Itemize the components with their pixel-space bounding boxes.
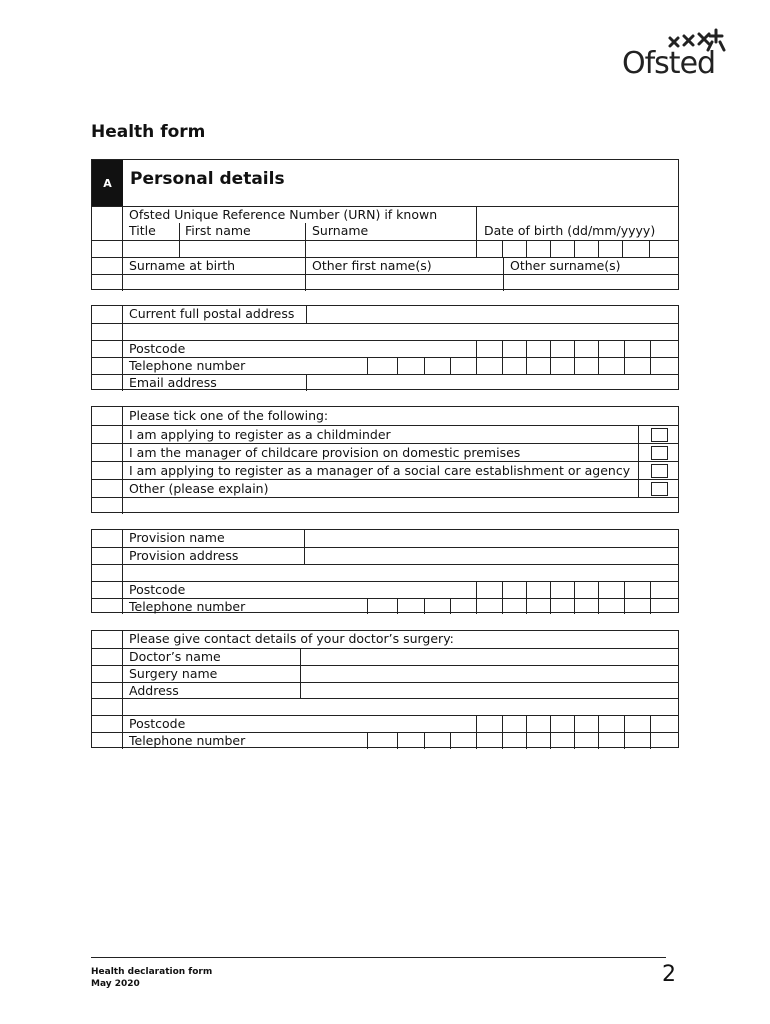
dob-digit[interactable] <box>649 241 650 257</box>
childminder-checkbox[interactable] <box>651 428 668 442</box>
other-first-names-field[interactable] <box>305 275 306 291</box>
other-surnames-label: Other surname(s) <box>510 258 621 273</box>
current-address-field[interactable] <box>306 306 307 323</box>
logo-text: Ofsted <box>622 46 716 81</box>
urn-field[interactable] <box>476 207 477 223</box>
postcode-char[interactable] <box>476 716 477 732</box>
telephone-digit[interactable] <box>424 599 425 614</box>
name-labels-row <box>92 223 678 240</box>
option-label: I am applying to register as a manager of a social care establishment or agency <box>129 463 631 478</box>
postcode-char[interactable] <box>650 716 651 732</box>
telephone-digit[interactable] <box>550 599 551 614</box>
telephone-digit[interactable] <box>397 358 398 374</box>
surgery-name-label: Surgery name <box>129 666 218 681</box>
surgery-name-field[interactable] <box>300 666 301 682</box>
surgery-address-field[interactable] <box>300 683 301 698</box>
telephone-digit[interactable] <box>574 358 575 374</box>
provision-name-label: Provision name <box>129 530 225 545</box>
telephone-digit[interactable] <box>526 733 527 749</box>
provision-telephone-label: Telephone number <box>129 599 246 614</box>
dob-digit[interactable] <box>502 241 503 257</box>
birth-names-labels-row <box>92 257 678 274</box>
postcode-char[interactable] <box>502 716 503 732</box>
telephone-digit[interactable] <box>624 733 625 749</box>
postcode-char[interactable] <box>624 582 625 598</box>
telephone-digit[interactable] <box>397 599 398 614</box>
postcode-char[interactable] <box>650 341 651 357</box>
telephone-digit[interactable] <box>367 358 368 374</box>
title-field[interactable] <box>179 241 180 257</box>
urn-label: Ofsted Unique Reference Number (URN) if known <box>129 207 438 222</box>
postcode-char[interactable] <box>550 716 551 732</box>
telephone-digit[interactable] <box>598 733 599 749</box>
option-label: Other (please explain) <box>129 481 269 496</box>
postcode-char[interactable] <box>550 341 551 357</box>
telephone-digit[interactable] <box>450 599 451 614</box>
dob-digit[interactable] <box>598 241 599 257</box>
surgery-postcode-label: Postcode <box>129 716 186 731</box>
provision-name-field[interactable] <box>304 530 305 547</box>
telephone-digit[interactable] <box>624 358 625 374</box>
telephone-digit[interactable] <box>550 733 551 749</box>
section-heading: Personal details <box>130 169 285 189</box>
section-applicant-type <box>91 406 679 513</box>
dob-digit[interactable] <box>526 241 527 257</box>
postcode-char[interactable] <box>476 341 477 357</box>
section-provision <box>91 529 679 613</box>
surgery-address-label: Address <box>129 683 179 698</box>
telephone-digit[interactable] <box>598 599 599 614</box>
telephone-label: Telephone number <box>129 358 246 373</box>
postcode-label: Postcode <box>129 341 186 356</box>
telephone-digit[interactable] <box>502 358 503 374</box>
current-address-label: Current full postal address <box>129 306 295 321</box>
option-label: I am the manager of childcare provision on domestic premises <box>129 445 521 460</box>
postcode-char[interactable] <box>526 341 527 357</box>
manager-childcare-checkbox[interactable] <box>651 446 668 460</box>
doctor-prompt: Please give contact details of your doctor’s surgery: <box>129 631 454 646</box>
postcode-char[interactable] <box>476 582 477 598</box>
surgery-telephone-label: Telephone number <box>129 733 246 748</box>
telephone-digit[interactable] <box>367 733 368 749</box>
postcode-char[interactable] <box>650 582 651 598</box>
surname-at-birth-label: Surname at birth <box>129 258 236 273</box>
email-field[interactable] <box>306 375 307 391</box>
dob-digit[interactable] <box>574 241 575 257</box>
telephone-digit[interactable] <box>526 599 527 614</box>
telephone-digit[interactable] <box>650 599 651 614</box>
telephone-digit[interactable] <box>502 733 503 749</box>
postcode-char[interactable] <box>502 582 503 598</box>
postcode-char[interactable] <box>526 716 527 732</box>
postcode-char[interactable] <box>598 582 599 598</box>
name-entry-row <box>92 240 678 257</box>
footer-date: May 2020 <box>91 979 140 989</box>
postcode-char[interactable] <box>550 582 551 598</box>
telephone-digit[interactable] <box>574 599 575 614</box>
telephone-digit[interactable] <box>476 733 477 749</box>
postcode-char[interactable] <box>526 582 527 598</box>
birth-names-entry-row <box>92 274 678 291</box>
dob-digit[interactable] <box>550 241 551 257</box>
email-label: Email address <box>129 375 217 390</box>
provision-address-field[interactable] <box>304 548 305 564</box>
title-label: Title <box>129 223 156 238</box>
telephone-digit[interactable] <box>476 599 477 614</box>
telephone-digit[interactable] <box>526 358 527 374</box>
telephone-digit[interactable] <box>598 358 599 374</box>
first-name-label: First name <box>185 223 251 238</box>
other-checkbox[interactable] <box>651 482 668 496</box>
postcode-char[interactable] <box>574 341 575 357</box>
provision-postcode-label: Postcode <box>129 582 186 597</box>
footer-form-name: Health declaration form <box>91 967 213 977</box>
telephone-digit[interactable] <box>476 358 477 374</box>
other-first-names-label: Other first name(s) <box>312 258 432 273</box>
doctor-name-field[interactable] <box>300 649 301 665</box>
telephone-digit[interactable] <box>397 733 398 749</box>
tick-prompt: Please tick one of the following: <box>129 408 329 423</box>
footer-text <box>91 966 212 990</box>
social-care-checkbox[interactable] <box>651 464 668 478</box>
telephone-digit[interactable] <box>450 733 451 749</box>
surname-field[interactable] <box>476 241 477 257</box>
telephone-digit[interactable] <box>450 358 451 374</box>
section-letter: A <box>92 160 123 206</box>
other-surnames-field[interactable] <box>503 275 504 291</box>
footer-divider <box>91 957 666 958</box>
dob-digit[interactable] <box>622 241 623 257</box>
dob-label: Date of birth (dd/mm/yyyy) <box>484 223 656 238</box>
first-name-field[interactable] <box>305 241 306 257</box>
postcode-char[interactable] <box>502 341 503 357</box>
telephone-digit[interactable] <box>624 599 625 614</box>
telephone-digit[interactable] <box>367 599 368 614</box>
postcode-char[interactable] <box>574 716 575 732</box>
postcode-char[interactable] <box>624 341 625 357</box>
postcode-char[interactable] <box>598 341 599 357</box>
postcode-char[interactable] <box>624 716 625 732</box>
page-number: 2 <box>662 962 676 987</box>
ofsted-logo <box>622 28 730 80</box>
urn-row <box>92 206 678 223</box>
provision-address-label: Provision address <box>129 548 239 563</box>
section-address <box>91 305 679 390</box>
option-label: I am applying to register as a childminder <box>129 427 391 442</box>
surname-at-birth-field[interactable] <box>123 275 305 291</box>
telephone-digit[interactable] <box>424 358 425 374</box>
page-title: Health form <box>91 122 206 142</box>
section-personal-details <box>91 159 679 290</box>
telephone-digit[interactable] <box>502 599 503 614</box>
postcode-char[interactable] <box>574 582 575 598</box>
telephone-digit[interactable] <box>574 733 575 749</box>
telephone-digit[interactable] <box>550 358 551 374</box>
section-doctor <box>91 630 679 748</box>
telephone-digit[interactable] <box>424 733 425 749</box>
telephone-digit[interactable] <box>650 733 651 749</box>
postcode-char[interactable] <box>598 716 599 732</box>
telephone-digit[interactable] <box>650 358 651 374</box>
doctor-name-label: Doctor’s name <box>129 649 221 664</box>
surname-label: Surname <box>312 223 369 238</box>
